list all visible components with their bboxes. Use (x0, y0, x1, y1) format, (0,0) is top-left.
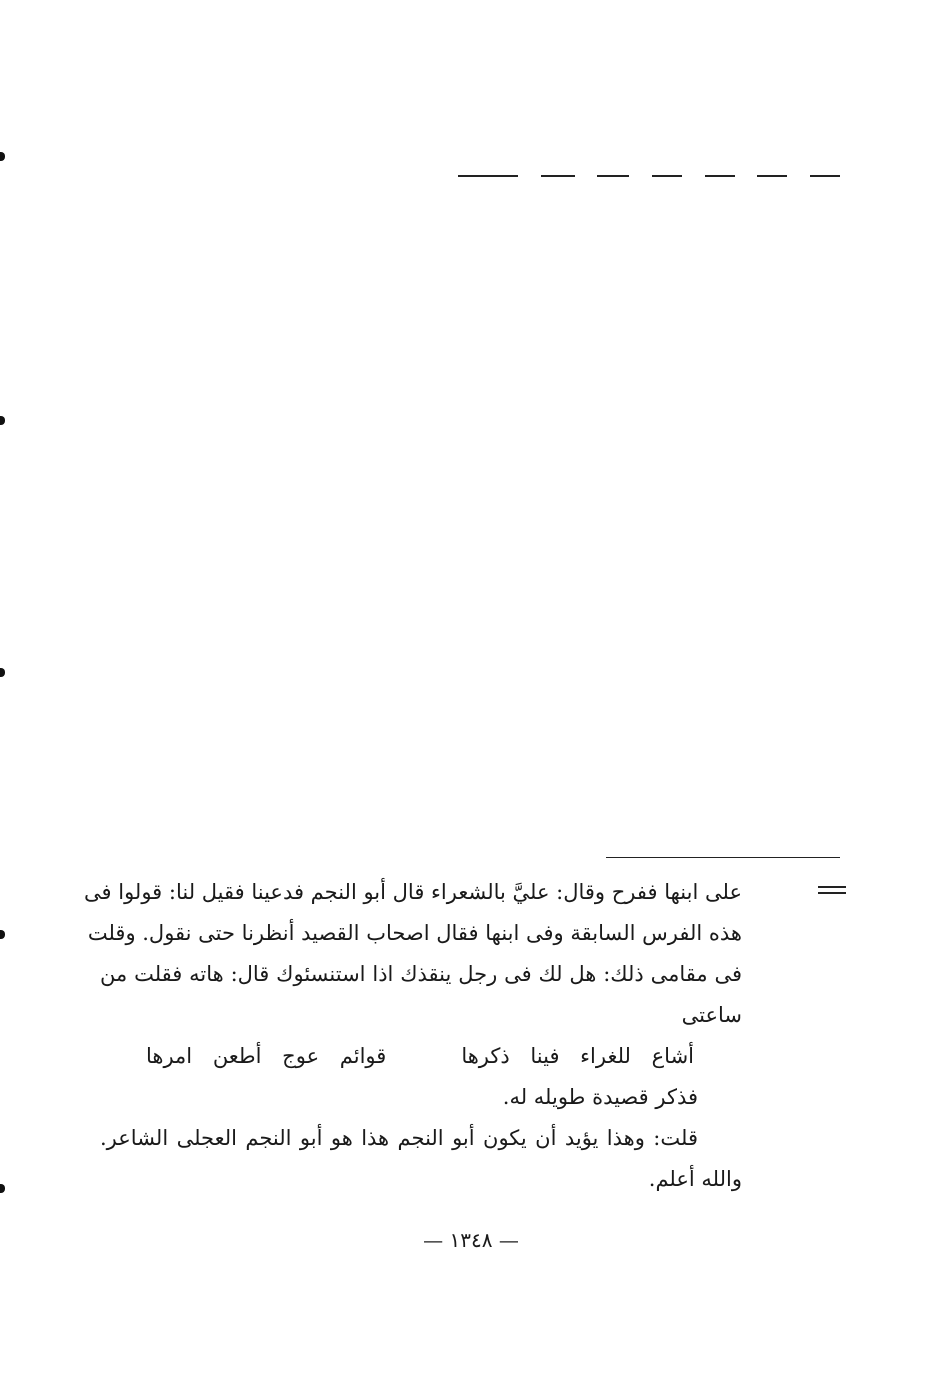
page-number: — ١٣٤٨ — (423, 1228, 519, 1252)
after-verse-line: فذكر قصيدة طويله له. (502, 1085, 698, 1109)
margin-mark (0, 668, 5, 677)
footnote-text (84, 872, 742, 1200)
dashed-rule (458, 175, 840, 178)
verse-line (100, 1036, 742, 1077)
margin-mark (0, 152, 5, 161)
footnote-line: ساعتى (681, 1003, 742, 1027)
margin-mark (0, 1184, 5, 1193)
footnote-line: فى مقامى ذلك: هل لك فى رجل ينقذك اذا استنسئوك قال: هاته فقلت من (100, 962, 742, 986)
verse-first-hemistich: أشاع للغراء فينا ذكرها (461, 1044, 694, 1068)
margin-mark (0, 930, 5, 939)
footnote-line: هذه الفرس السابقة وفى ابنها فقال اصحاب القصيد أنظرنا حتى نقول. وقلت (87, 921, 742, 945)
footnote-line: على ابنها ففرح وقال: عليَّ بالشعراء قال أبو النجم فدعينا فقيل لنا: قولوا فى (84, 880, 742, 904)
closing-line: والله أعلم. (648, 1167, 742, 1191)
closing-line: قلت: وهذا يؤيد أن يكون أبو النجم هذا هو أبو النجم العجلى الشاعر. (100, 1126, 698, 1150)
margin-mark (0, 416, 5, 425)
verse-second-hemistich: قوائم عوج أطعن امرها (146, 1044, 387, 1068)
footnote-separator (606, 857, 840, 858)
footnote-marker (818, 886, 846, 894)
